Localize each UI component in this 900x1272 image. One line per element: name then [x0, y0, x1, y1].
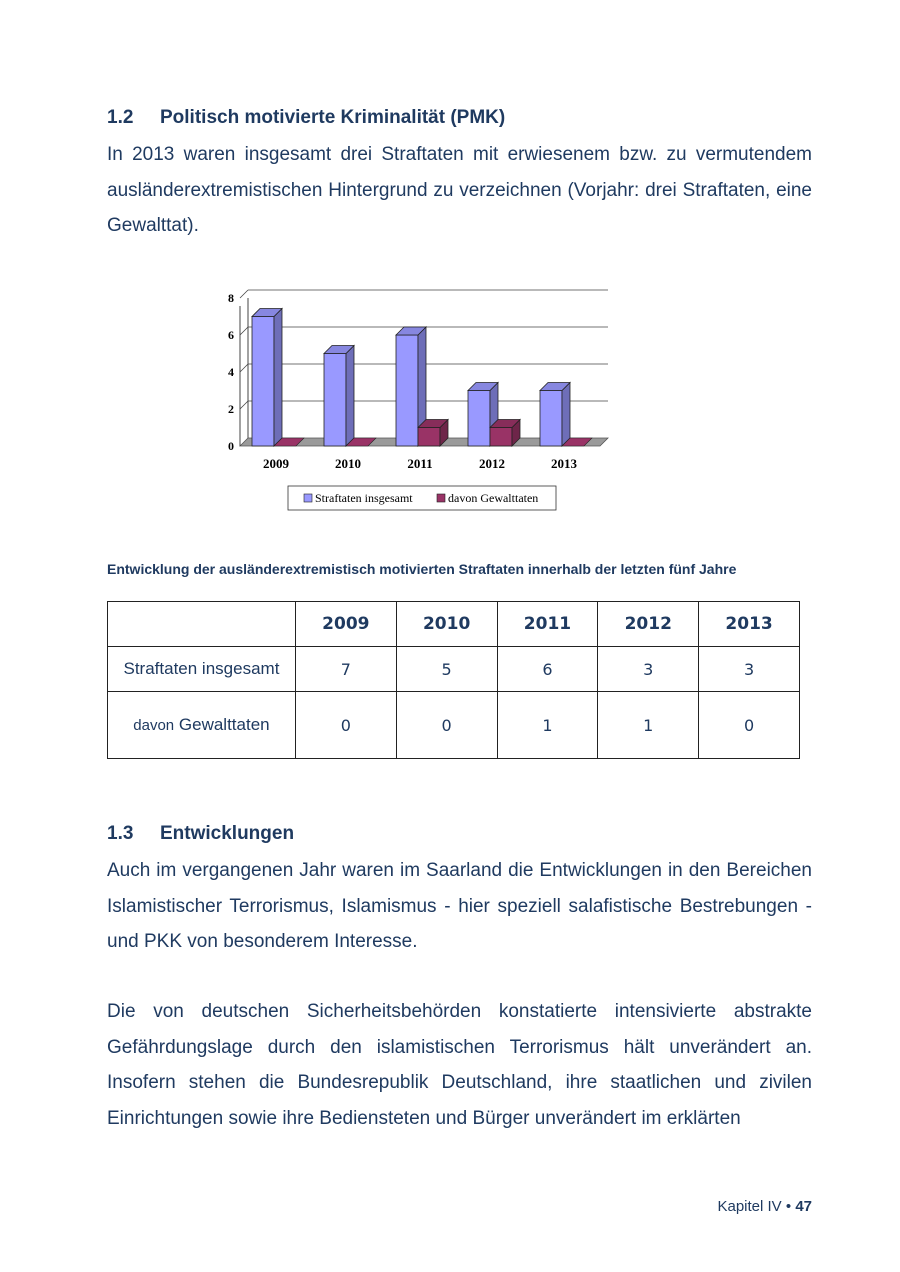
section-heading-1-2: [107, 107, 505, 129]
table-cell: 1: [598, 692, 699, 759]
bar: [418, 428, 440, 447]
paragraph-pmk: In 2013 waren insgesamt drei Straftaten mit erwiesenem bzw. zu vermutendem ausländerextremistischen Hintergrund zu verzeichnen (Vorjahr: drei Straftaten, eine Gewalttat).: [107, 144, 812, 236]
section-number: 1.3: [107, 823, 134, 844]
x-tick-label: 2012: [479, 456, 505, 471]
gridline-diagonal: [240, 364, 248, 372]
bar-chart: [210, 280, 630, 520]
year-header: 2013: [699, 602, 800, 647]
chapter-label: Kapitel IV: [717, 1198, 782, 1215]
table-cell: 3: [598, 647, 699, 692]
gridline-diagonal: [240, 327, 248, 335]
table-cell: 0: [295, 692, 396, 759]
bar: [252, 317, 274, 447]
section-number: 1.2: [107, 107, 134, 128]
bar-side: [346, 346, 354, 447]
paragraph-developments-1: Auch im vergangenen Jahr waren im Saarland die Entwicklungen in den Bereichen Islamistischer Terrorismus, Islamismus - hier speziell salafistische Bestrebungen - und PKK von besonderem Interesse.: [107, 860, 812, 952]
table-corner-cell: [108, 602, 296, 647]
bar: [468, 391, 490, 447]
page-footer: [717, 1198, 812, 1215]
section-heading-1-3: [107, 823, 294, 845]
statistics-table: [107, 601, 800, 759]
gridline-diagonal: [240, 401, 248, 409]
y-tick-label: 4: [228, 365, 234, 379]
gridline-diagonal: [240, 290, 248, 298]
bar: [490, 428, 512, 447]
footer-separator: •: [785, 1198, 792, 1215]
bar: [396, 335, 418, 446]
section-title: Entwicklungen: [160, 823, 295, 844]
row-label: Straftaten insgesamt: [108, 647, 296, 692]
y-tick-label: 2: [228, 402, 234, 416]
bar: [540, 391, 562, 447]
table-cell: 5: [396, 647, 497, 692]
y-tick-label: 8: [228, 291, 234, 305]
row-label: [108, 692, 296, 759]
x-tick-label: 2010: [335, 456, 361, 471]
x-tick-label: 2009: [263, 456, 289, 471]
bar-side: [274, 309, 282, 447]
year-header: 2012: [598, 602, 699, 647]
year-header: 2009: [295, 602, 396, 647]
bar-side: [562, 383, 570, 447]
x-tick-label: 2013: [551, 456, 577, 471]
table-cell: 0: [396, 692, 497, 759]
page-number: 47: [795, 1198, 812, 1215]
y-tick-label: 6: [228, 328, 234, 342]
section-title: Politisch motivierte Kriminalität (PMK): [160, 107, 506, 128]
table-cell: 1: [497, 692, 598, 759]
chart-svg: [210, 280, 630, 520]
year-header: 2011: [497, 602, 598, 647]
legend-label: Straftaten insgesamt: [315, 491, 413, 505]
table-cell: 7: [295, 647, 396, 692]
legend-label: davon Gewalttaten: [448, 491, 539, 505]
table-row: [108, 647, 800, 692]
paragraph-developments-2: Die von deutschen Sicherheitsbehörden konstatierte intensivierte abstrakte Gefährdungslage durch den islamistischen Terrorismus hält unverändert an. Insofern stehen die Bundesrepublik Deutschland, ihre staatlichen und zivilen Einrichtungen sowie ihre Bediensteten und Bürger unverändert im erklärten: [107, 1001, 812, 1129]
bar: [324, 354, 346, 447]
table-cell: 6: [497, 647, 598, 692]
row-label-prefix: davon: [133, 717, 175, 734]
legend-swatch: [437, 494, 445, 502]
year-header: 2010: [396, 602, 497, 647]
table-caption: Entwicklung der ausländerextremistisch motivierten Straftaten innerhalb der letzten fünf Jahre: [107, 561, 737, 577]
table-header-row: [108, 602, 800, 647]
legend-swatch: [304, 494, 312, 502]
y-tick-label: 0: [228, 439, 234, 453]
table-cell: 3: [699, 647, 800, 692]
table-cell: 0: [699, 692, 800, 759]
x-tick-label: 2011: [407, 456, 433, 471]
table-row: [108, 692, 800, 759]
row-label-main: Gewalttaten: [178, 715, 270, 734]
